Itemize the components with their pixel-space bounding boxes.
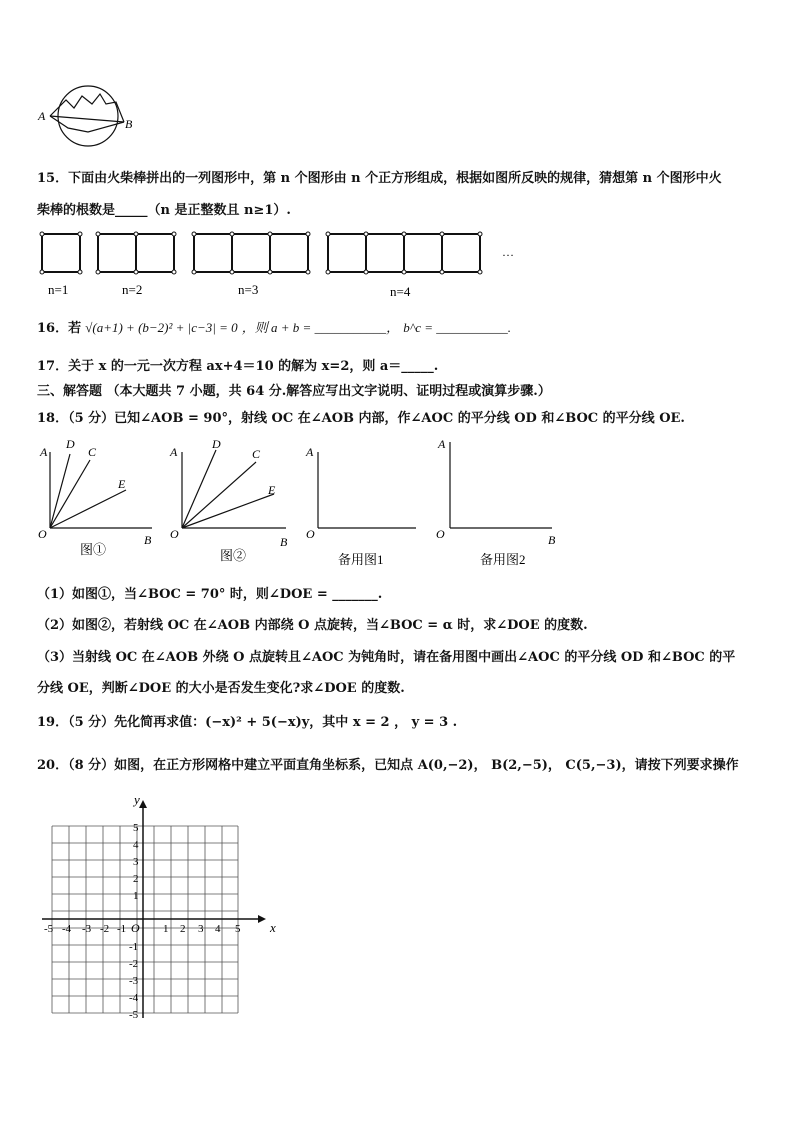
fig2-label-b: B xyxy=(280,535,288,549)
x-tick--4: -4 xyxy=(62,923,72,935)
y-axis-label: y xyxy=(134,792,140,807)
fig2-label-e: E xyxy=(268,483,276,497)
backup2-label-b: B xyxy=(548,533,556,547)
point-a-label: A xyxy=(38,109,46,123)
origin-label: O xyxy=(131,921,140,935)
fig1-label-c: C xyxy=(88,445,97,459)
y-tick-2: 2 xyxy=(133,873,139,885)
q18-part1: （1）如图①，当∠BOC = 70° 时，则∠DOE = _______. xyxy=(37,587,383,602)
fig2-label-a: A xyxy=(170,445,178,459)
x-tick--3: -3 xyxy=(82,923,92,935)
fig1-label-b: B xyxy=(144,533,152,547)
q16-expr: √(a+1) + (b−2)² + |c−3| = 0 xyxy=(85,320,238,335)
backup2-caption: 备用图2 xyxy=(480,552,526,567)
q15-line1: 15．下面由火柴棒拼出的一列图形中，第 n 个图形由 n 个正方形组成，根据如图所反映的规律，猜想第 n 个图形中火 xyxy=(37,171,722,186)
q16-line xyxy=(37,317,511,336)
x-tick--5: -5 xyxy=(44,923,54,935)
coordinate-grid xyxy=(40,790,290,1030)
y-tick-5: 5 xyxy=(133,822,139,834)
x-tick-5: 5 xyxy=(235,923,241,935)
backup1-label-o: O xyxy=(306,527,315,541)
y-tick--2: -2 xyxy=(129,958,139,970)
label-n2: n=2 xyxy=(122,282,143,297)
matchstick-figures xyxy=(36,228,556,303)
backup1-label-a: A xyxy=(306,445,314,459)
y-tick--4: -4 xyxy=(129,992,139,1004)
y-tick--3: -3 xyxy=(129,975,139,987)
q16-mid: ，则 a + b = ___________， xyxy=(241,320,400,335)
fig1-label-o: O xyxy=(38,527,47,541)
y-tick-3: 3 xyxy=(133,856,139,868)
label-n3: n=3 xyxy=(238,282,259,297)
fig2-label-d: D xyxy=(212,437,221,451)
backup2-label-o: O xyxy=(436,527,445,541)
x-tick-1: 1 xyxy=(163,923,169,935)
q20-text: 20．（8 分）如图，在正方形网格中建立平面直角坐标系，已知点 A(0,−2)， B(2,−5)， C(5,−3)，请按下列要求操作 xyxy=(37,758,739,773)
fig2-caption: 图② xyxy=(220,548,247,563)
y-tick--5: -5 xyxy=(129,1009,139,1021)
x-tick-2: 2 xyxy=(180,923,186,935)
x-tick--1: -1 xyxy=(117,923,127,935)
fig1-label-a: A xyxy=(40,445,48,459)
q17-text: 17．关于 x 的一元一次方程 ax+4＝10 的解为 x=2，则 a＝_____. xyxy=(37,359,439,374)
y-tick--1: -1 xyxy=(129,941,139,953)
y-tick-4: 4 xyxy=(133,839,139,851)
fig1-label-e: E xyxy=(118,477,126,491)
point-b-label: B xyxy=(125,117,133,131)
label-n1: n=1 xyxy=(48,282,69,297)
fig1-label-d: D xyxy=(66,437,75,451)
fig2-label-c: C xyxy=(252,447,261,461)
circle-ab-figure xyxy=(36,82,136,150)
x-tick-3: 3 xyxy=(198,923,204,935)
x-tick--2: -2 xyxy=(100,923,110,935)
q18-part3-line1: （3）当射线 OC 在∠AOB 外绕 O 点旋转且∠AOC 为钝角时，请在备用图中画出∠AOC 的平分线 OD 和∠BOC 的平 xyxy=(37,650,736,665)
q15-line2: 柴棒的根数是_____（n 是正整数且 n≥1）. xyxy=(37,203,291,218)
backup1-caption: 备用图1 xyxy=(338,552,384,567)
backup2-label-a: A xyxy=(438,437,446,451)
label-n4: n=4 xyxy=(390,284,411,299)
angle-figures xyxy=(30,432,570,572)
x-axis-label: x xyxy=(270,920,276,935)
q18-stem: 18．（5 分）已知∠AOB = 90°，射线 OC 在∠AOB 内部，作∠AOC 的平分线 OD 和∠BOC 的平分线 OE. xyxy=(37,411,685,426)
fig2-label-o: O xyxy=(170,527,179,541)
q18-part2: （2）如图②，若射线 OC 在∠AOB 内部绕 O 点旋转，当∠BOC = α 时，求∠DOE 的度数. xyxy=(37,618,588,633)
section3-title: 三、解答题 （本大题共 7 小题，共 64 分.解答应写出文字说明、证明过程或演算步骤.） xyxy=(37,384,551,399)
q16-prefix: 16．若 xyxy=(37,321,82,336)
ellipsis: … xyxy=(502,245,514,259)
y-tick-1: 1 xyxy=(133,890,139,902)
x-tick-4: 4 xyxy=(215,923,221,935)
q18-part3-line2: 分线 OE，判断∠DOE 的大小是否发生变化?求∠DOE 的度数. xyxy=(37,681,405,696)
q19-text: 19．（5 分）先化简再求值：(−x)² + 5(−x)y，其中 x = 2 ， y = 3 . xyxy=(37,715,458,730)
fig1-caption: 图① xyxy=(80,542,107,557)
q16-bc: b^c = ___________. xyxy=(403,320,511,335)
